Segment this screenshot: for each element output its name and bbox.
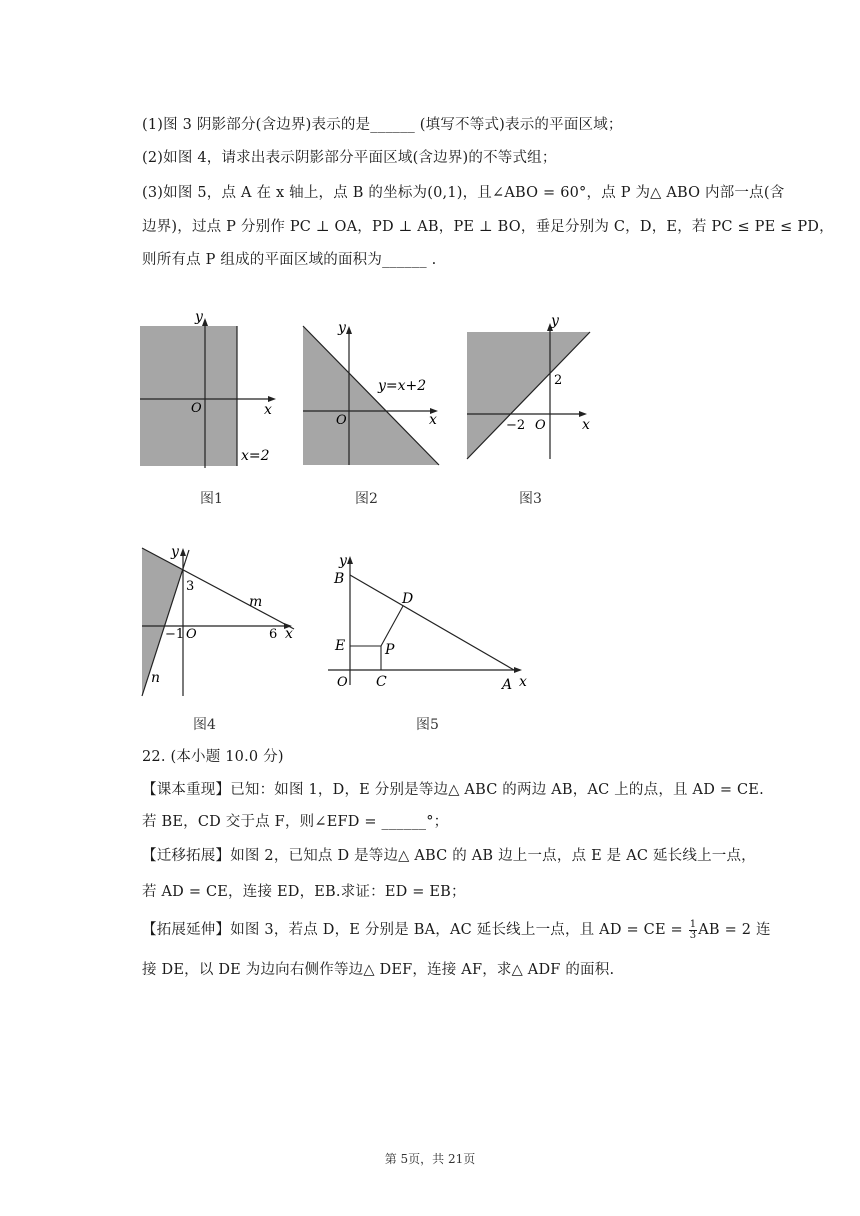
fig2-y-label: y: [338, 320, 346, 336]
fig5-point-b: B: [334, 571, 345, 587]
q22-part1-line1: 【课本重现】已知：如图 1，D，E 分别是等边△ ABC 的两边 AB，AC 上的点，且 AD = CE.: [142, 782, 764, 798]
fig1-x-label: x: [264, 402, 272, 418]
figure-4: [138, 540, 298, 700]
fig4-tick-minus1: −1: [165, 627, 185, 642]
q22-part3-text-after: AB = 2 连: [698, 922, 771, 938]
q22-header: 22. (本小题 10.0 分): [142, 749, 284, 765]
fig5-x-arrow: [514, 667, 522, 673]
fig1-origin: O: [191, 401, 202, 416]
fig1-caption: 图1: [200, 491, 223, 507]
fig3-caption: 图3: [519, 491, 542, 507]
q22-part2-line2: 若 AD = CE，连接 ED，EB.求证：ED = EB；: [142, 884, 466, 900]
fig5-x-label: x: [519, 674, 527, 690]
fig1-y-label: y: [195, 309, 203, 325]
fig5-y-label: y: [339, 553, 347, 569]
fig2-origin: O: [336, 413, 347, 428]
fig5-point-e: E: [335, 638, 346, 654]
q22-part1-line2: 若 BE，CD 交于点 F，则∠EFD = ______°；: [142, 814, 449, 830]
text-line-5: 则所有点 P 组成的平面区域的面积为______ .: [142, 252, 437, 268]
fig2-y-arrow: [346, 326, 352, 334]
q22-part2-line1: 【迁移拓展】如图 2，已知点 D 是等边△ ABC 的 AB 边上一点，点 E 是 AC 延长线上一点，: [142, 848, 756, 864]
fig4-label-m: m: [249, 594, 263, 610]
figure-2: [298, 318, 448, 470]
fig5-point-a: A: [502, 677, 513, 693]
fig5-segment-ab: [350, 575, 514, 670]
figure-3: [463, 313, 598, 463]
figure-5: [328, 545, 538, 695]
fig4-y-label: y: [171, 544, 179, 560]
fraction-denominator: 3: [689, 929, 697, 941]
fig4-origin: O: [186, 627, 197, 642]
fig5-point-p: P: [385, 642, 395, 658]
page-footer: 第 5页，共 21页: [384, 1152, 476, 1166]
fig2-x-label: x: [429, 412, 437, 428]
fig5-caption: 图5: [416, 717, 439, 733]
q22-part3-line1: [142, 918, 771, 941]
fig3-y-tick-label: 2: [554, 373, 563, 388]
fig2-caption: 图2: [355, 491, 378, 507]
fig2-line-label: y=x+2: [378, 378, 427, 394]
figure-1: [136, 308, 286, 473]
text-line-1: (1)图 3 阴影部分(含边界)表示的是______ (填写不等式)表示的平面区域；: [142, 117, 623, 133]
fig5-origin: O: [337, 675, 348, 690]
fig1-line-label: x=2: [241, 448, 270, 464]
fig5-point-c: C: [376, 674, 387, 690]
q22-part3-text-before: 【拓展延伸】如图 3，若点 D，E 分别是 BA，AC 延长线上一点，且 AD = CE =: [142, 922, 688, 938]
fig5-segment-pd: [381, 606, 403, 646]
fig4-tick-3: 3: [186, 579, 195, 594]
fig4-x-label: x: [285, 626, 293, 642]
fig4-tick-6: 6: [269, 627, 278, 642]
fig3-y-label: y: [551, 313, 559, 329]
fraction: [689, 920, 698, 941]
fig4-caption: 图4: [193, 717, 216, 733]
text-line-4: 边界)，过点 P 分别作 PC ⊥ OA，PD ⊥ AB，PE ⊥ BO，垂足分别为 C，D，E，若 PC ≤ PE ≤ PD，: [142, 219, 834, 235]
fig4-shaded-region: [142, 548, 183, 696]
q22-part3-line2: 接 DE，以 DE 为边向右侧作等边△ DEF，连接 AF，求△ ADF 的面积.: [142, 962, 615, 978]
fig4-y-arrow: [180, 548, 186, 556]
fig3-origin: O: [535, 418, 546, 433]
fig3-x-label: x: [582, 417, 590, 433]
fig1-shaded-region: [140, 326, 237, 466]
fig5-y-arrow: [347, 556, 353, 564]
fig3-x-tick-label: −2: [506, 418, 526, 433]
text-line-3: (3)如图 5，点 A 在 x 轴上，点 B 的坐标为(0,1)，且∠ABO = 60°，点 P 为△ ABO 内部一点(含: [142, 185, 785, 201]
fig4-label-n: n: [151, 670, 161, 686]
text-line-2: (2)如图 4，请求出表示阴影部分平面区域(含边界)的不等式组；: [142, 150, 557, 166]
fig5-point-d: D: [402, 591, 414, 607]
fraction-numerator: 1: [689, 918, 697, 930]
